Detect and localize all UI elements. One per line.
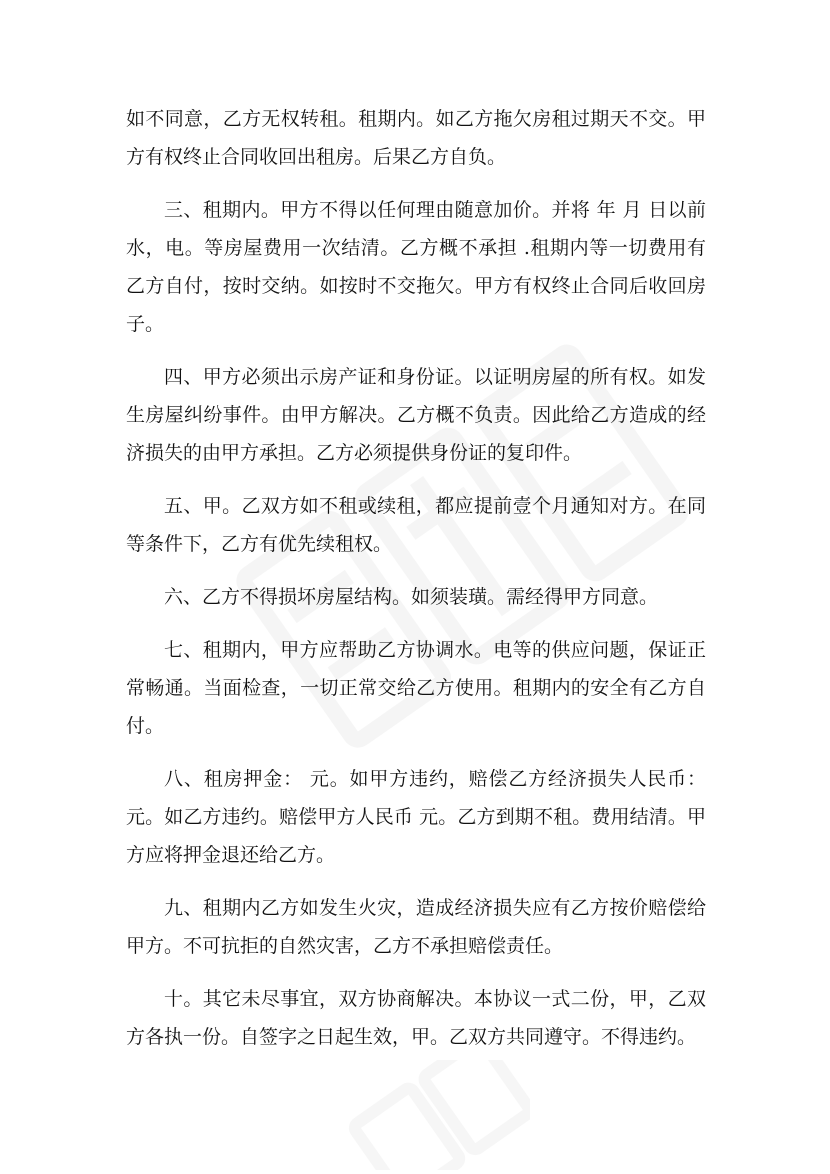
paragraph-clause-6: 六、乙方不得损坏房屋结构。如须装璜。需经得甲方同意。: [164, 586, 659, 608]
document-body: [126, 100, 706, 1071]
paragraph-clause-9: 九、租期内乙方如发生火灾，造成经济损失应有乙方按价赔偿给甲方。不可抗拒的自然灾害，乙方不承担赔偿责任。: [126, 897, 706, 957]
paragraph-clause-4: 四、甲方必须出示房产证和身份证。以证明房屋的所有权。如发生房屋纠纷事件。由甲方解决。乙方概不负责。因此给乙方造成的经济损失的由甲方承担。乙方必须提供身份证的复印件。: [126, 366, 706, 464]
paragraph-clause-7: 七、租期内，甲方应帮助乙方协调水。电等的供应问题，保证正常畅通。当面检查，一切正常交给乙方使用。租期内的安全有乙方自付。: [126, 639, 706, 737]
paragraph-clause-5: 五、甲。乙双方如不租或续租，都应提前壹个月通知对方。在同等条件下，乙方有优先续租权。: [126, 495, 706, 555]
paragraph-continuation: 如不同意，乙方无权转租。租期内。如乙方拖欠房租过期天不交。甲方有权终止合同收回出租房。后果乙方自负。: [126, 108, 706, 168]
watermark-fragment: [330, 1060, 530, 1170]
paragraph-clause-10: 十。其它未尽事宜，双方协商解决。本协议一式二份，甲，乙双方各执一份。自签字之日起生效，甲。乙双方共同遵守。不得违约。: [126, 988, 706, 1048]
paragraph-clause-8: 八、租房押金： 元。如甲方违约，赔偿乙方经济损失人民币： 元。如乙方违约。赔偿甲方人民币 元。乙方到期不租。费用结清。甲方应将押金退还给乙方。: [126, 768, 706, 866]
paragraph-clause-3: 三、租期内。甲方不得以任何理由随意加价。并将 年 月 日以前水，电。等房屋费用一次结清。乙方概不承担 .租期内等一切费用有乙方自付，按时交纳。如按时不交拖欠。甲方有权终止合同后收回房子。: [126, 199, 706, 335]
